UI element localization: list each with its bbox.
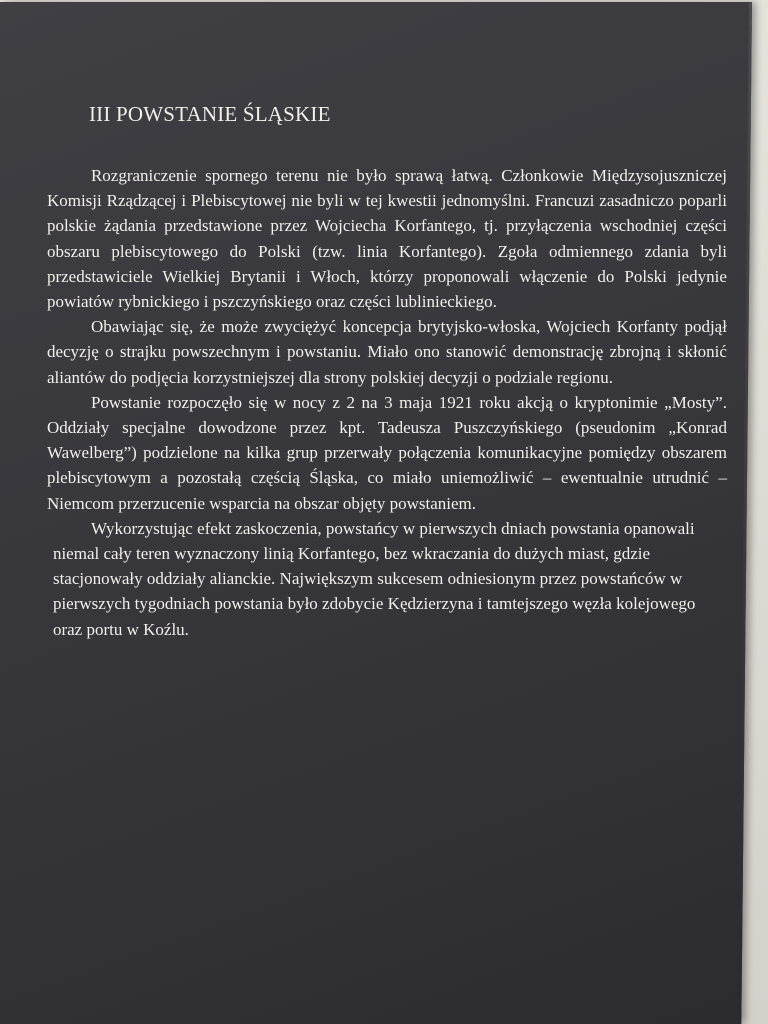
page-title: III POWSTANIE ŚLĄSKIE: [88, 102, 331, 126]
board-content: [47, 102, 727, 642]
paragraph-3: Powstanie rozpoczęło się w nocy z 2 na 3 maja 1921 roku akcją o kryptonimie „Mosty”. Oddziały specjalne dowodzone przez kpt. Tadeusza Puszczyńskiego (pseudonim „Konrad Wawelberg”) podzielone na kilka grup przerwały połączenia komunikacyjne pomiędzy obszarem plebiscytowym a pozostałą częścią Śląska, co miało uniemożliwić – ewentualnie utrudnić – Niemcom przerzucenie wsparcia na obszar objęty powstaniem.: [46, 392, 727, 513]
paragraph-1: Rozgraniczenie spornego terenu nie było sprawą łatwą. Członkowie Międzysojuszniczej Komisji Rządzącej i Plebiscytowej nie byli w tej kwestii jednomyślni. Francuzi zasadniczo poparli polskie żądania przedstawione przez Wojciecha Korfantego, tj. przyłączenia wschodniej części obszaru plebiscytowego do Polski (tzw. linia Korfantego). Zgoła odmiennego zdania byli przedstawiciele Wielkiej Brytanii i Włoch, którzy proponowali włączenie do Polski jedynie powiatów rybnickiego i pszczyńskiego oraz części lublinieckiego.: [46, 166, 727, 312]
exhibition-board: [0, 2, 752, 1024]
paragraph-4: Wykorzystując efekt zaskoczenia, powstańcy w pierwszych dniach powstania opanowali niemal cały teren wyznaczony linią Korfantego, bez wkraczania do dużych miast, gdzie stacjonowały oddziały alianckie. Największym sukcesem odniesionym przez powstańców w pierwszych tygodniach powstania było zdobycie Kędzierzyna i tamtejszego węzła kolejowego oraz portu w Koźlu.: [52, 518, 696, 639]
paragraph-2: Obawiając się, że może zwyciężyć koncepcja brytyjsko-włoska, Wojciech Korfanty podjął decyzję o strajku powszechnym i powstaniu. Miało ono stanowić demonstrację zbrojną i skłonić aliantów do podjęcia korzystniejszej dla strony polskiej decyzji o podziale regionu.: [46, 317, 727, 387]
